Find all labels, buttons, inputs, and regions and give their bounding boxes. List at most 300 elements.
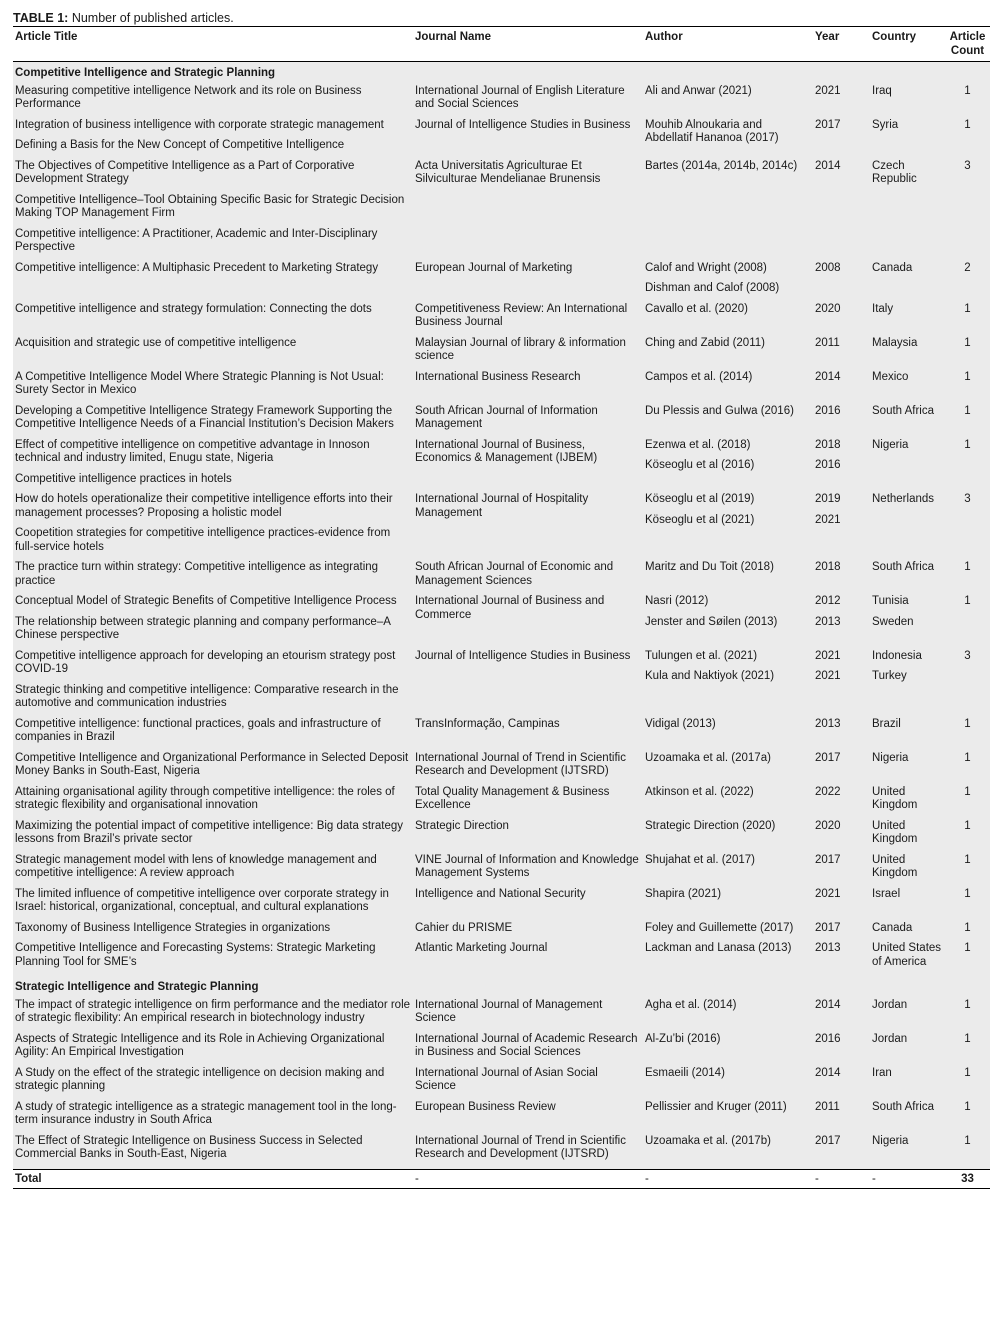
country: Jordan xyxy=(872,1032,908,1045)
article-title: A study of strategic intelligence as a strategic management tool in the long-term insurance industry in South Africa xyxy=(15,1100,397,1126)
author: Köseoglu et al (2019) xyxy=(645,493,755,505)
article-count: 1 xyxy=(945,1101,990,1128)
year-cell xyxy=(813,85,870,112)
year: 2016 xyxy=(815,459,841,471)
row-spacer-cell xyxy=(13,813,990,820)
author-cell xyxy=(643,854,813,881)
year-cell xyxy=(813,160,870,255)
row-spacer-cell xyxy=(13,969,990,976)
article-title-cell xyxy=(13,888,413,915)
journal-name: Strategic Direction xyxy=(413,820,643,847)
row-spacer xyxy=(13,398,990,405)
article-count: 1 xyxy=(945,718,990,745)
journal-name: Intelligence and National Security xyxy=(413,888,643,915)
journal-name: South African Journal of Information Management xyxy=(413,405,643,432)
table-row xyxy=(13,752,990,779)
row-spacer-cell xyxy=(13,1060,990,1067)
country: Nigeria xyxy=(872,438,909,451)
journal-name: International Journal of Trend in Scientific Research and Development (IJTSRD) xyxy=(413,752,643,779)
article-title-cell xyxy=(13,650,413,711)
year: 2017 xyxy=(815,751,841,764)
row-spacer-cell xyxy=(13,112,990,119)
author: Shujahat et al. (2017) xyxy=(645,853,755,866)
author-cell xyxy=(643,561,813,588)
country: Iraq xyxy=(872,84,892,97)
row-spacer xyxy=(13,779,990,786)
author-cell xyxy=(643,718,813,745)
country-cell xyxy=(870,854,945,881)
article-title-cell xyxy=(13,820,413,847)
row-spacer xyxy=(13,1026,990,1033)
article-title-cell xyxy=(13,405,413,432)
article-title-cell xyxy=(13,371,413,398)
article-title-cell xyxy=(13,786,413,813)
author: Lackman and Lanasa (2013) xyxy=(645,942,792,954)
row-spacer-cell xyxy=(13,1094,990,1101)
year-cell xyxy=(813,942,870,969)
row-spacer xyxy=(13,813,990,820)
row-spacer xyxy=(13,1128,990,1135)
article-title: Conceptual Model of Strategic Benefits of Competitive Intelligence Process xyxy=(15,595,397,607)
article-title-cell xyxy=(13,854,413,881)
table-row xyxy=(13,119,990,153)
article-title: Competitive intelligence and strategy formulation: Connecting the dots xyxy=(15,302,372,315)
section-header-row xyxy=(13,62,990,85)
total-year: - xyxy=(813,1169,870,1189)
row-spacer xyxy=(13,1162,990,1170)
country-cell xyxy=(870,439,945,487)
country: United Kingdom xyxy=(872,785,918,811)
row-spacer-cell xyxy=(13,915,990,922)
article-title-cell xyxy=(13,119,413,153)
year: 2013 xyxy=(815,717,841,730)
article-title: Taxonomy of Business Intelligence Strategies in organizations xyxy=(15,921,331,934)
author-cell xyxy=(643,262,813,296)
year-cell xyxy=(813,595,870,643)
author: Calof and Wright (2008) xyxy=(645,261,767,274)
row-spacer xyxy=(13,554,990,561)
article-title: Competitive Intelligence and Organizational Performance in Selected Deposit Money Banks in South-East, Nigeria xyxy=(15,751,409,777)
country: Italy xyxy=(872,302,894,315)
author: Esmaeili (2014) xyxy=(645,1066,725,1079)
journal-name: VINE Journal of Information and Knowledge Management Systems xyxy=(413,854,643,881)
country-cell xyxy=(870,160,945,255)
article-count: 1 xyxy=(945,119,990,153)
article-count: 1 xyxy=(945,854,990,881)
country: Jordan xyxy=(872,998,908,1011)
year: 2014 xyxy=(815,370,841,383)
article-title: Aspects of Strategic Intelligence and its Role in Achieving Organizational Agility: An Empirical Investigation xyxy=(15,1032,385,1058)
table-row xyxy=(13,1135,990,1162)
author: Köseoglu et al (2016) xyxy=(645,459,755,471)
row-spacer-cell xyxy=(13,1162,990,1170)
caption-text: Number of published articles. xyxy=(71,11,234,25)
country-cell xyxy=(870,888,945,915)
article-title: How do hotels operationalize their competitive intelligence efforts into their management processes? Proposing a holistic model xyxy=(15,493,393,519)
article-count: 1 xyxy=(945,337,990,364)
article-title-cell xyxy=(13,160,413,255)
author-cell xyxy=(643,303,813,330)
row-spacer-cell xyxy=(13,1128,990,1135)
author-cell xyxy=(643,999,813,1026)
article-count: 1 xyxy=(945,942,990,969)
country-cell xyxy=(870,786,945,813)
header-year: Year xyxy=(813,27,870,62)
article-title: Integration of business intelligence with corporate strategic management xyxy=(15,118,384,131)
row-spacer xyxy=(13,711,990,718)
year-cell xyxy=(813,303,870,330)
year-cell xyxy=(813,119,870,153)
author: Tulungen et al. (2021) xyxy=(645,649,758,662)
article-title: Strategic management model with lens of knowledge management and competitive intelligence: A review approach xyxy=(15,853,377,879)
article-title: Measuring competitive intelligence Network and its role on Business Performance xyxy=(15,84,362,110)
country: Netherlands xyxy=(872,493,935,505)
year-cell xyxy=(813,922,870,936)
total-country: - xyxy=(870,1169,945,1189)
article-title-cell xyxy=(13,999,413,1026)
country-cell xyxy=(870,752,945,779)
article-count: 1 xyxy=(945,752,990,779)
header-article-title: Article Title xyxy=(13,27,413,62)
country-cell xyxy=(870,119,945,153)
row-spacer-cell xyxy=(13,847,990,854)
table-container xyxy=(13,10,990,1189)
total-count: 33 xyxy=(945,1169,990,1189)
row-spacer xyxy=(13,486,990,493)
year: 2012 xyxy=(815,595,841,607)
article-title-cell xyxy=(13,922,413,936)
article-title: Maximizing the potential impact of competitive intelligence: Big data strategy lessons from Brazil’s private sector xyxy=(15,819,404,845)
header-row xyxy=(13,27,990,62)
table-row xyxy=(13,303,990,330)
article-title: Competitive Intelligence and Forecasting Systems: Strategic Marketing Planning Tool for SME’s xyxy=(15,942,376,968)
article-count: 3 xyxy=(945,650,990,711)
article-title: Effect of competitive intelligence on competitive advantage in Innoson technical and industry limited, Enugu state, Nigeria xyxy=(15,438,370,464)
year-cell xyxy=(813,262,870,296)
journal-name: Malaysian Journal of library & information science xyxy=(413,337,643,364)
year: 2017 xyxy=(815,118,841,131)
author: Cavallo et al. (2020) xyxy=(645,302,748,315)
year: 2013 xyxy=(815,615,841,628)
article-count: 1 xyxy=(945,1135,990,1162)
row-spacer xyxy=(13,153,990,160)
country: Turkey xyxy=(872,670,907,682)
journal-name: Journal of Intelligence Studies in Business xyxy=(413,119,643,153)
country-cell xyxy=(870,942,945,969)
row-spacer-cell xyxy=(13,711,990,718)
country-cell xyxy=(870,1101,945,1128)
journal-name: International Journal of Business and Commerce xyxy=(413,595,643,643)
article-title: Competitive intelligence: functional practices, goals and infrastructure of companies in Brazil xyxy=(15,717,381,743)
country-cell xyxy=(870,595,945,643)
country-cell xyxy=(870,1067,945,1094)
year-cell xyxy=(813,999,870,1026)
row-spacer-cell xyxy=(13,779,990,786)
author: Vidigal (2013) xyxy=(645,717,716,730)
country-cell xyxy=(870,405,945,432)
table-row xyxy=(13,262,990,296)
author-cell xyxy=(643,752,813,779)
section-strategic-intelligence xyxy=(13,976,990,1169)
table-row xyxy=(13,786,990,813)
journal-name: International Journal of Asian Social Science xyxy=(413,1067,643,1094)
country: Syria xyxy=(872,118,899,131)
article-title-cell xyxy=(13,303,413,330)
article-count: 1 xyxy=(945,405,990,432)
row-spacer-cell xyxy=(13,588,990,595)
author: Jenster and Søilen (2013) xyxy=(645,615,778,628)
year-cell xyxy=(813,820,870,847)
country-cell xyxy=(870,650,945,711)
article-count: 1 xyxy=(945,786,990,813)
article-title-cell xyxy=(13,1033,413,1060)
year-cell xyxy=(813,337,870,364)
country: United Kingdom xyxy=(872,819,918,845)
journal-name: South African Journal of Economic and Management Sciences xyxy=(413,561,643,588)
journal-name: International Business Research xyxy=(413,371,643,398)
total-row xyxy=(13,1169,990,1189)
article-title-cell xyxy=(13,439,413,487)
row-spacer-cell xyxy=(13,153,990,160)
country-cell xyxy=(870,1135,945,1162)
country: Nigeria xyxy=(872,751,909,764)
year-cell xyxy=(813,371,870,398)
country: South Africa xyxy=(872,404,935,417)
section-title: Competitive Intelligence and Strategic Planning xyxy=(13,62,990,85)
row-spacer-cell xyxy=(13,432,990,439)
article-title: Competitive Intelligence–Tool Obtaining Specific Basic for Strategic Decision Making TOP Management Firm xyxy=(15,193,405,219)
article-title: The limited influence of competitive intelligence over corporate strategy in Israel: historical, organizational, conceptual, and cultural explanations xyxy=(15,887,389,913)
year: 2011 xyxy=(815,336,840,349)
country: South Africa xyxy=(872,561,935,573)
row-spacer-cell xyxy=(13,1026,990,1033)
country: South Africa xyxy=(872,1100,935,1113)
year: 2017 xyxy=(815,853,841,866)
table-row xyxy=(13,854,990,881)
journal-name: Competitiveness Review: An International Business Journal xyxy=(413,303,643,330)
row-spacer xyxy=(13,745,990,752)
country-cell xyxy=(870,1033,945,1060)
total-label: Total xyxy=(13,1169,413,1189)
table-row xyxy=(13,85,990,112)
year-cell xyxy=(813,405,870,432)
journal-name: International Journal of English Literature and Social Sciences xyxy=(413,85,643,112)
row-spacer-cell xyxy=(13,398,990,405)
journal-name: Journal of Intelligence Studies in Business xyxy=(413,650,643,711)
table-row xyxy=(13,820,990,847)
article-count: 1 xyxy=(945,561,990,588)
article-count: 1 xyxy=(945,1033,990,1060)
country: Czech Republic xyxy=(872,159,917,185)
year-cell xyxy=(813,786,870,813)
year-cell xyxy=(813,718,870,745)
journal-name: Cahier du PRISME xyxy=(413,922,643,936)
article-title: Competitive intelligence: A Practitioner, Academic and Inter-Disciplinary Perspective xyxy=(15,227,378,253)
year: 2021 xyxy=(815,887,841,900)
country: Canada xyxy=(872,261,913,274)
table-row xyxy=(13,888,990,915)
row-spacer-cell xyxy=(13,745,990,752)
table-row xyxy=(13,493,990,554)
country: Israel xyxy=(872,887,901,900)
article-count: 1 xyxy=(945,922,990,936)
author: Ali and Anwar (2021) xyxy=(645,84,752,97)
author-cell xyxy=(643,1067,813,1094)
table-row xyxy=(13,160,990,255)
journal-name: International Journal of Hospitality Management xyxy=(413,493,643,554)
year: 2018 xyxy=(815,438,841,451)
author: Mouhib Alnoukaria and Abdellatif Hananoa (2017) xyxy=(645,118,779,144)
article-count: 1 xyxy=(945,439,990,487)
article-title: Coopetition strategies for competitive intelligence practices-evidence from full-service hotels xyxy=(15,527,391,553)
country: Iran xyxy=(872,1066,892,1079)
year-cell xyxy=(813,561,870,588)
country-cell xyxy=(870,85,945,112)
author: Ezenwa et al. (2018) xyxy=(645,438,751,451)
article-title: The Effect of Strategic Intelligence on Business Success in Selected Commercial Banks in South-East, Nigeria xyxy=(15,1134,363,1160)
author: Strategic Direction (2020) xyxy=(645,819,776,832)
table-row xyxy=(13,1033,990,1060)
row-spacer-cell xyxy=(13,486,990,493)
author-cell xyxy=(643,1135,813,1162)
table-row xyxy=(13,439,990,487)
year-cell xyxy=(813,1067,870,1094)
country: Brazil xyxy=(872,717,901,730)
year: 2019 xyxy=(815,493,841,505)
year: 2011 xyxy=(815,1100,840,1113)
article-title: Attaining organisational agility through competitive intelligence: the roles of strategic flexibility and organisational innovation xyxy=(15,785,395,811)
section-header-row xyxy=(13,976,990,999)
author: Al-Zu’bi (2016) xyxy=(645,1032,721,1045)
row-spacer-cell xyxy=(13,554,990,561)
article-title: The relationship between strategic planning and company performance–A Chinese perspective xyxy=(15,615,391,641)
country: United Kingdom xyxy=(872,853,918,879)
year: 2020 xyxy=(815,819,841,832)
header-country: Country xyxy=(870,27,945,62)
country-cell xyxy=(870,561,945,588)
total-author: - xyxy=(643,1169,813,1189)
author-cell xyxy=(643,650,813,711)
author: Foley and Guillemette (2017) xyxy=(645,921,794,934)
year: 2021 xyxy=(815,649,841,662)
year-cell xyxy=(813,493,870,554)
table-row xyxy=(13,922,990,936)
article-title-cell xyxy=(13,752,413,779)
journal-name: Acta Universitatis Agriculturae Et Silviculturae Mendelianae Brunensis xyxy=(413,160,643,255)
author-cell xyxy=(643,160,813,255)
author: Köseoglu et al (2021) xyxy=(645,513,755,526)
row-spacer xyxy=(13,1094,990,1101)
author: Agha et al. (2014) xyxy=(645,998,737,1011)
row-spacer-cell xyxy=(13,330,990,337)
row-spacer xyxy=(13,364,990,371)
author: Shapira (2021) xyxy=(645,887,722,900)
author: Maritz and Du Toit (2018) xyxy=(645,561,774,573)
article-title-cell xyxy=(13,1101,413,1128)
row-spacer xyxy=(13,330,990,337)
header-author: Author xyxy=(643,27,813,62)
country: Malaysia xyxy=(872,336,918,349)
article-title: A Competitive Intelligence Model Where Strategic Planning is Not Usual: Surety Sector in Mexico xyxy=(15,370,384,396)
country: Nigeria xyxy=(872,1134,909,1147)
country-cell xyxy=(870,922,945,936)
article-count: 1 xyxy=(945,1067,990,1094)
author-cell xyxy=(643,85,813,112)
header-journal-name: Journal Name xyxy=(413,27,643,62)
country-cell xyxy=(870,820,945,847)
row-spacer xyxy=(13,255,990,262)
article-count: 1 xyxy=(945,303,990,330)
author-cell xyxy=(643,371,813,398)
author: Uzoamaka et al. (2017a) xyxy=(645,751,771,764)
year-cell xyxy=(813,650,870,711)
article-title-cell xyxy=(13,595,413,643)
row-spacer xyxy=(13,1060,990,1067)
journal-name: European Business Review xyxy=(413,1101,643,1128)
year-cell xyxy=(813,1101,870,1128)
year: 2021 xyxy=(815,84,841,97)
article-count: 3 xyxy=(945,493,990,554)
author-cell xyxy=(643,595,813,643)
article-title-cell xyxy=(13,561,413,588)
article-count: 2 xyxy=(945,262,990,296)
country-cell xyxy=(870,262,945,296)
country: Sweden xyxy=(872,615,914,628)
author-cell xyxy=(643,337,813,364)
country: Tunisia xyxy=(872,595,909,607)
article-title: A Study on the effect of the strategic intelligence on decision making and strategic planning xyxy=(15,1066,385,1092)
article-title: Competitive intelligence approach for developing an etourism strategy post COVID-19 xyxy=(15,649,396,675)
row-spacer xyxy=(13,915,990,922)
year: 2021 xyxy=(815,513,841,526)
table-row xyxy=(13,718,990,745)
year-cell xyxy=(813,1135,870,1162)
article-title: Acquisition and strategic use of competitive intelligence xyxy=(15,336,297,349)
journal-name: European Journal of Marketing xyxy=(413,262,643,296)
author-cell xyxy=(643,1033,813,1060)
article-title-cell xyxy=(13,1135,413,1162)
journal-name: International Journal of Trend in Scientific Research and Development (IJTSRD) xyxy=(413,1135,643,1162)
article-title: Strategic thinking and competitive intelligence: Comparative research in the automotive and communication industries xyxy=(15,683,399,709)
author-cell xyxy=(643,942,813,969)
author-cell xyxy=(643,493,813,554)
total-journal: - xyxy=(413,1169,643,1189)
table-row xyxy=(13,942,990,969)
row-spacer xyxy=(13,847,990,854)
year: 2017 xyxy=(815,1134,841,1147)
table-row xyxy=(13,405,990,432)
year-cell xyxy=(813,752,870,779)
table-row xyxy=(13,561,990,588)
country-cell xyxy=(870,718,945,745)
year: 2014 xyxy=(815,1066,841,1079)
country-cell xyxy=(870,999,945,1026)
author-cell xyxy=(643,1101,813,1128)
author-cell xyxy=(643,888,813,915)
author-cell xyxy=(643,922,813,936)
section-title: Strategic Intelligence and Strategic Planning xyxy=(13,976,990,999)
journal-name: Total Quality Management & Business Excellence xyxy=(413,786,643,813)
author-cell xyxy=(643,119,813,153)
journal-name: TransInformação, Campinas xyxy=(413,718,643,745)
table-caption xyxy=(13,10,990,26)
table-row xyxy=(13,650,990,711)
row-spacer-cell xyxy=(13,935,990,942)
author: Atkinson et al. (2022) xyxy=(645,785,754,798)
author: Campos et al. (2014) xyxy=(645,370,753,383)
row-spacer-cell xyxy=(13,296,990,303)
country: United States of America xyxy=(872,942,942,968)
